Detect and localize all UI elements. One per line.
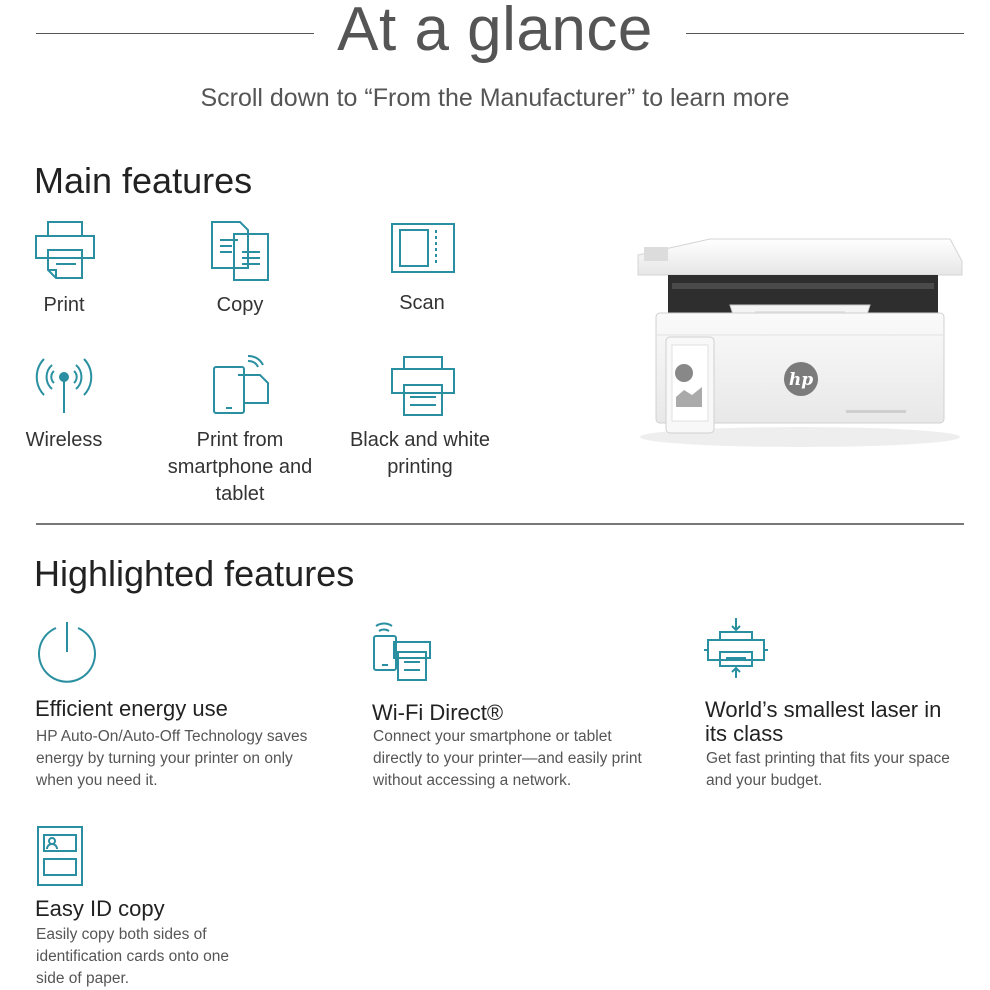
bw-printer-icon: [390, 355, 456, 417]
highlight-desc-wifi: Connect your smartphone or tablet directly to your printer—and easily print without accessing a network.: [373, 728, 642, 789]
wifi-direct-icon: [372, 620, 434, 682]
feature-label-mobile-print: Print from smartphone and tablet: [167, 429, 313, 505]
feature-label-print: Print: [43, 294, 85, 316]
hp-logo: hp: [788, 370, 814, 390]
highlight-desc-energy: HP Auto-On/Auto-Off Technology saves energy by turning your printer on only when you need it.: [36, 728, 308, 789]
mobile-print-icon: [212, 355, 272, 415]
page-subtitle: Scroll down to “From the Manufacturer” to learn more: [200, 84, 790, 112]
id-card-icon: [36, 825, 84, 887]
highlight-desc-smallest: Get fast printing that fits your space and your budget.: [706, 750, 950, 789]
highlight-title-smallest: World’s smallest laser in its class: [705, 697, 942, 746]
printer-product-image: [620, 225, 970, 455]
scan-icon: [390, 222, 456, 274]
highlight-desc-id-copy: Easily copy both sides of identification cards onto one side of paper.: [36, 926, 230, 987]
highlighted-features-title: Highlighted features: [34, 553, 355, 594]
feature-label-copy: Copy: [216, 294, 264, 316]
highlight-title-id-copy: Easy ID copy: [35, 896, 165, 921]
feature-label-bw: Black and white printing: [349, 429, 491, 478]
wireless-icon: [30, 355, 98, 415]
page-title: At a glance: [337, 0, 653, 64]
main-features-title: Main features: [34, 160, 253, 201]
copy-icon: [210, 220, 272, 282]
feature-label-wireless: Wireless: [25, 429, 103, 451]
power-icon: [34, 620, 100, 686]
section-divider: [36, 523, 964, 525]
compact-printer-icon: [704, 618, 768, 678]
highlight-title-energy: Efficient energy use: [35, 696, 228, 721]
highlight-title-wifi: Wi-Fi Direct®: [372, 700, 504, 725]
feature-label-scan: Scan: [399, 292, 445, 314]
printer-icon: [34, 220, 96, 282]
